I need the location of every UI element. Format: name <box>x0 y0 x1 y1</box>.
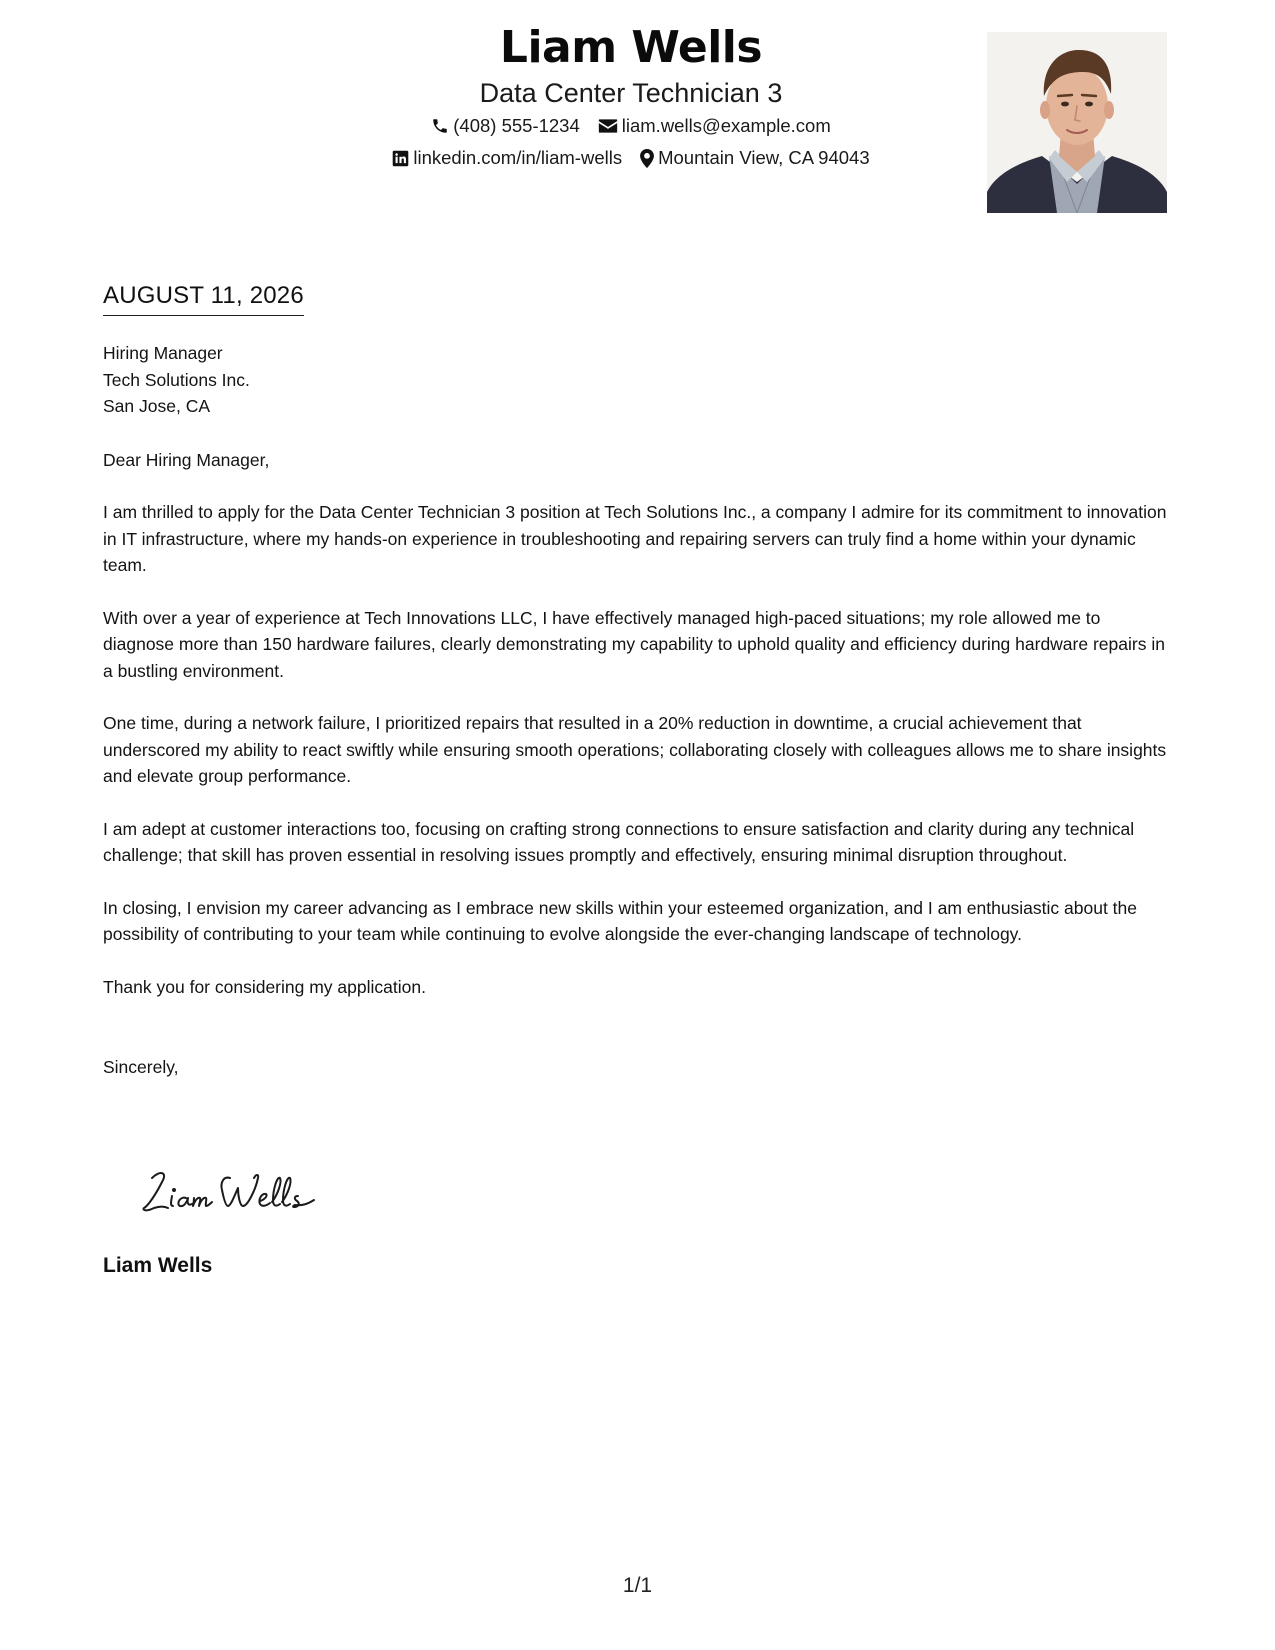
contact-phone <box>431 114 580 138</box>
location-text: Mountain View, CA 94043 <box>658 147 870 168</box>
recipient-name: Hiring Manager <box>103 343 223 363</box>
body-paragraph: I am thrilled to apply for the Data Center Technician 3 position at Tech Solutions Inc., a company I admire for its commitment to innovation in IT infrastructure, where my hands-on experience in troubleshooting and repairing servers can truly find a home within your dynamic team. <box>103 502 1167 575</box>
phone-number: (408) 555-1234 <box>453 115 580 136</box>
linkedin-icon <box>392 150 409 167</box>
page-number: 1/1 <box>622 1574 653 1597</box>
signer-name: Liam Wells <box>103 1254 213 1277</box>
email-address[interactable]: liam.wells@example.com <box>621 115 831 136</box>
applicant-name: Liam Wells <box>499 22 763 73</box>
applicant-job-title: Data Center Technician 3 <box>479 78 783 108</box>
profile-photo <box>987 32 1167 213</box>
salutation: Dear Hiring Manager, <box>103 449 270 470</box>
envelope-icon <box>598 118 618 134</box>
recipient-block <box>103 340 1175 420</box>
map-pin-icon <box>640 149 654 168</box>
body-paragraph: With over a year of experience at Tech Innovations LLC, I have effectively managed high-paced situations; my role allowed me to diagnose more than 150 hardware failures, clearly demonstrating my capability to uphold quality and efficiency during hardware repairs in a bustling environment. <box>103 607 1165 681</box>
recipient-location: San Jose, CA <box>103 396 210 416</box>
linkedin-url[interactable]: linkedin.com/in/liam-wells <box>413 147 623 168</box>
body-paragraph: I am adept at customer interactions too, focusing on crafting strong connections to ensure satisfaction and clarity during any technical challenge; that skill has proven essential in resolving issues promptly and effectively, ensuring minimal disruption throughout. <box>103 818 1135 865</box>
contact-email <box>598 114 831 138</box>
recipient-company: Tech Solutions Inc. <box>103 369 250 390</box>
phone-icon <box>431 117 449 135</box>
closing-line: Sincerely, <box>103 1057 179 1077</box>
thank-you-line: Thank you for considering my application. <box>103 976 426 997</box>
letter-body <box>103 340 1175 1081</box>
contact-linkedin <box>392 146 622 170</box>
contact-location <box>640 146 870 170</box>
body-paragraph: One time, during a network failure, I prioritized repairs that resulted in a 20% reduction in downtime, a crucial achievement that underscored my ability to react swiftly while ensuring smooth operations; collaborating closely with colleagues allows me to share insights and elevate group performance. <box>103 713 1167 786</box>
handwritten-signature <box>138 1166 328 1216</box>
body-paragraph: In closing, I envision my career advancing as I embrace new skills within your esteemed organization, and I am enthusiastic about the possibility of contributing to your team while continuing to evolve alongside the ever-changing landscape of technology. <box>103 897 1138 944</box>
letter-date: AUGUST 11, 2026 <box>103 281 304 316</box>
